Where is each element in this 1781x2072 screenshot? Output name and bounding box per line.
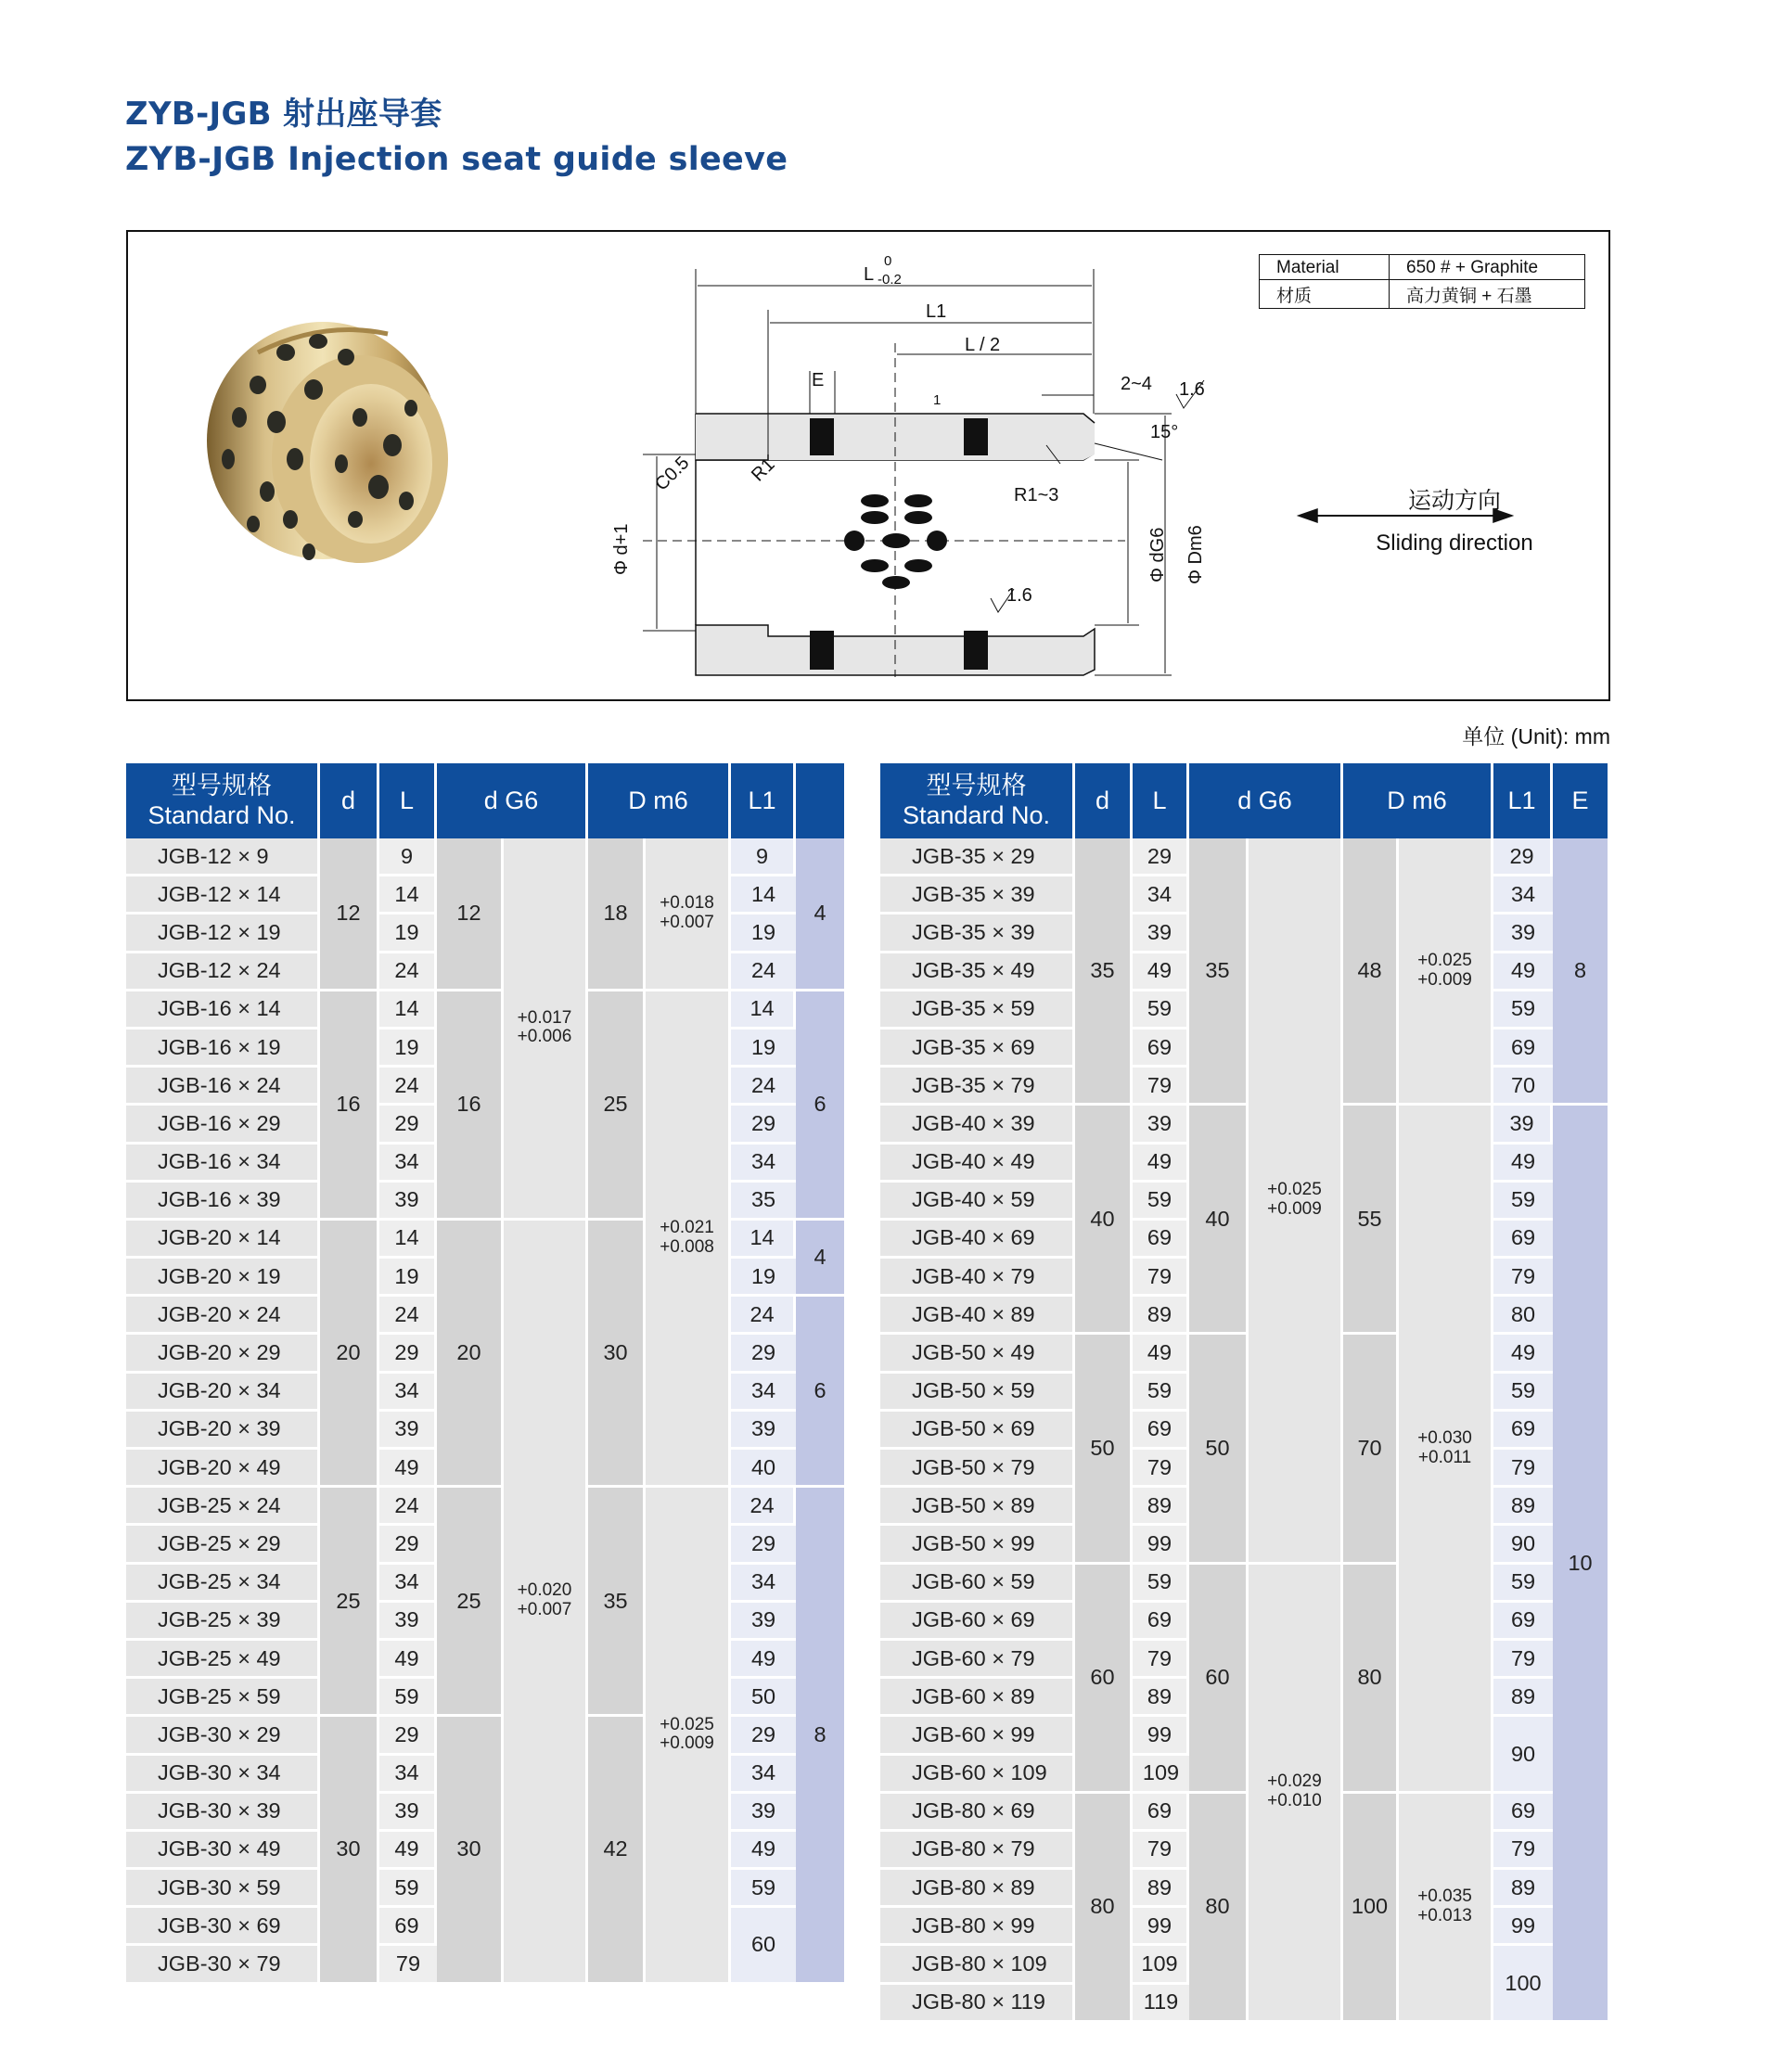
dG6-cell: 16 [437,991,504,1221]
standard-no-cell: JGB-60 × 69 [880,1603,1075,1641]
standard-no-cell: JGB-20 × 34 [126,1374,320,1412]
table-row [880,1106,1608,1144]
dim-L-half: L / 2 [965,335,1001,355]
standard-no-cell: JGB-16 × 14 [126,991,320,1030]
standard-no-cell: JGB-50 × 49 [880,1335,1075,1373]
dim-R1: R1 [747,454,779,486]
Dm6-cell: 42 [588,1717,646,1984]
standard-no-cell: JGB-16 × 19 [126,1030,320,1068]
L1-cell: 19 [731,914,796,953]
L1-cell: 29 [731,1526,796,1564]
standard-no-cell: JGB-35 × 49 [880,953,1075,991]
L-cell: 79 [1133,1832,1189,1870]
L-cell: 79 [1133,1068,1189,1106]
L-cell: 34 [379,1374,437,1412]
table-row [880,1335,1608,1373]
material-value-cn: 高力黄铜 + 石墨 [1390,280,1585,309]
unit-label: 单位 (Unit): mm [1462,724,1610,748]
L-cell: 39 [1133,914,1189,953]
Dm6-cell: 18 [588,838,646,991]
standard-no-cell: JGB-60 × 99 [880,1717,1075,1755]
L-cell: 89 [1133,1297,1189,1335]
standard-no-cell: JGB-16 × 24 [126,1068,320,1106]
L1-cell: 99 [1493,1908,1553,1946]
table-row [126,1221,844,1259]
Dm6-cell: 48 [1343,838,1399,1106]
dim-angle: 15° [1150,422,1179,442]
L1-cell: 100 [1493,1946,1553,2022]
L-cell: 59 [1133,1183,1189,1221]
dim-C05: C0.5 [650,453,694,495]
standard-no-cell: JGB-50 × 59 [880,1374,1075,1412]
standard-no-cell: JGB-35 × 79 [880,1068,1075,1106]
L-cell: 49 [379,1450,437,1488]
L-cell: 14 [379,991,437,1030]
L1-cell: 24 [731,1488,796,1526]
L-cell: 39 [1133,1106,1189,1144]
standard-no-cell: JGB-12 × 9 [126,838,320,876]
L1-cell: 49 [1493,1145,1553,1183]
standard-no-cell: JGB-50 × 69 [880,1412,1075,1450]
dim-phi-d1: Φ d+1 [611,523,632,575]
standard-no-cell: JGB-30 × 79 [126,1946,320,1984]
header-Dm6: D m6 [588,763,731,838]
d-cell: 20 [320,1221,379,1488]
L-cell: 89 [1133,1870,1189,1908]
header-dG6: d G6 [437,763,588,838]
L-cell: 34 [1133,876,1189,914]
L1-cell: 79 [1493,1641,1553,1679]
diagram-panel [126,230,1610,701]
dG6-cell: 40 [1189,1106,1249,1335]
standard-no-cell: JGB-20 × 19 [126,1259,320,1297]
sliding-direction-cn: 运动方向 [1407,488,1501,514]
L1-cell: 39 [1493,1106,1553,1144]
E-cell: 10 [1553,1106,1608,2023]
L-cell: 59 [1133,1374,1189,1412]
standard-no-cell: JGB-80 × 69 [880,1794,1075,1832]
standard-no-cell: JGB-25 × 59 [126,1679,320,1717]
standard-no-cell: JGB-16 × 29 [126,1106,320,1144]
Dm6-cell: 80 [1343,1565,1399,1794]
L-cell: 19 [379,914,437,953]
d-cell: 40 [1075,1106,1133,1335]
L-cell: 79 [1133,1450,1189,1488]
L-cell: 89 [1133,1488,1189,1526]
L-cell: 59 [1133,1565,1189,1603]
standard-no-cell: JGB-40 × 59 [880,1183,1075,1221]
L-cell: 14 [379,876,437,914]
L1-cell: 49 [1493,953,1553,991]
dG6-cell: 20 [437,1221,504,1488]
standard-no-cell: JGB-25 × 24 [126,1488,320,1526]
L1-cell: 29 [731,1106,796,1144]
standard-no-cell: JGB-80 × 99 [880,1908,1075,1946]
spec-table-left [126,763,844,1985]
page-title-en: ZYB-JGB Injection seat guide sleeve [125,141,788,178]
bushing-photo [207,322,448,563]
standard-no-cell: JGB-60 × 89 [880,1679,1075,1717]
L-cell: 99 [1133,1717,1189,1755]
L1-cell: 49 [731,1641,796,1679]
table-row [880,1794,1608,1832]
standard-no-cell: JGB-35 × 39 [880,914,1075,953]
tolerance-cell: +0.025 +0.009 [646,1488,731,1984]
standard-no-cell: JGB-30 × 34 [126,1756,320,1794]
L1-cell: 39 [731,1603,796,1641]
dim-L-upper: 0 [884,253,892,269]
L1-cell: 29 [731,1717,796,1755]
E-cell: 8 [1553,838,1608,1106]
E-cell: 4 [796,838,844,991]
tolerance-cell: +0.030 +0.011 [1399,1106,1493,1793]
tolerance-cell: +0.025 +0.009 [1399,838,1493,1106]
dim-phi-dG6: Φ dG6 [1147,527,1168,582]
L1-cell: 29 [731,1335,796,1373]
d-cell: 35 [1075,838,1133,1106]
L-cell: 69 [379,1908,437,1946]
standard-no-cell: JGB-60 × 59 [880,1565,1075,1603]
dG6-cell: 30 [437,1717,504,1984]
L1-cell: 89 [1493,1870,1553,1908]
table-row [880,1565,1608,1603]
L1-cell: 50 [731,1679,796,1717]
tolerance-cell: +0.018 +0.007 [646,838,731,991]
standard-no-cell: JGB-35 × 59 [880,991,1075,1030]
L1-cell: 24 [731,1068,796,1106]
Dm6-cell: 55 [1343,1106,1399,1335]
L-cell: 9 [379,838,437,876]
L1-cell: 80 [1493,1297,1553,1335]
L1-cell: 60 [731,1908,796,1984]
L-cell: 39 [379,1183,437,1221]
L-cell: 29 [379,1106,437,1144]
L1-cell: 59 [1493,991,1553,1030]
dim-phi-Dm6: Φ Dm6 [1185,525,1206,584]
L1-cell: 49 [1493,1335,1553,1373]
d-cell: 12 [320,838,379,991]
L1-cell: 90 [1493,1717,1553,1793]
tolerance-cell: +0.017 +0.006 [504,838,588,1221]
L-cell: 99 [1133,1526,1189,1564]
L-cell: 39 [379,1603,437,1641]
standard-no-cell: JGB-30 × 49 [126,1832,320,1870]
dG6-cell: 60 [1189,1565,1249,1794]
Dm6-cell: 100 [1343,1794,1399,2023]
L-cell: 19 [379,1259,437,1297]
L1-cell: 59 [1493,1565,1553,1603]
L-cell: 29 [379,1717,437,1755]
header-dG6: d G6 [1189,763,1343,838]
standard-no-cell: JGB-25 × 34 [126,1565,320,1603]
L1-cell: 39 [1493,914,1553,953]
L1-cell: 69 [1493,1603,1553,1641]
L-cell: 49 [1133,953,1189,991]
standard-no-cell: JGB-60 × 109 [880,1756,1075,1794]
standard-no-cell: JGB-80 × 89 [880,1870,1075,1908]
material-value-en: 650 # + Graphite [1390,255,1585,280]
header-d: d [1075,763,1133,838]
L-cell: 69 [1133,1412,1189,1450]
standard-no-cell: JGB-80 × 79 [880,1832,1075,1870]
L-cell: 29 [379,1335,437,1373]
L1-cell: 39 [731,1794,796,1832]
E-cell: 4 [796,1221,844,1297]
L1-cell: 70 [1493,1068,1553,1106]
L1-cell: 14 [731,1221,796,1259]
L1-cell: 34 [1493,876,1553,914]
L-cell: 79 [1133,1259,1189,1297]
L1-cell: 19 [731,1030,796,1068]
L-cell: 69 [1133,1030,1189,1068]
L-cell: 29 [379,1526,437,1564]
d-cell: 60 [1075,1565,1133,1794]
dim-E: E [812,370,825,390]
standard-no-cell: JGB-40 × 69 [880,1221,1075,1259]
L1-cell: 40 [731,1450,796,1488]
standard-no-cell: JGB-25 × 49 [126,1641,320,1679]
table-row [126,991,844,1030]
standard-no-cell: JGB-40 × 79 [880,1259,1075,1297]
tolerance-cell: +0.021 +0.008 [646,991,731,1488]
standard-no-cell: JGB-35 × 39 [880,876,1075,914]
standard-no-cell: JGB-16 × 34 [126,1145,320,1183]
L1-cell: 69 [1493,1794,1553,1832]
L-cell: 79 [1133,1641,1189,1679]
L-cell: 119 [1133,1985,1189,2023]
L-cell: 79 [379,1946,437,1984]
standard-no-cell: JGB-35 × 29 [880,838,1075,876]
dG6-cell: 50 [1189,1335,1249,1564]
tolerance-cell: +0.035 +0.013 [1399,1794,1493,2023]
standard-no-cell: JGB-25 × 29 [126,1526,320,1564]
L-cell: 49 [1133,1145,1189,1183]
material-label-en: Material [1260,255,1390,280]
L-cell: 29 [1133,838,1189,876]
dG6-cell: 25 [437,1488,504,1717]
L1-cell: 34 [731,1145,796,1183]
dG6-cell: 35 [1189,838,1249,1106]
header-L1: L1 [731,763,796,838]
L-cell: 99 [1133,1908,1189,1946]
d-cell: 16 [320,991,379,1221]
header-standard-no: 型号规格 Standard No. [126,763,320,838]
L-cell: 69 [1133,1794,1189,1832]
header-E [796,763,844,838]
standard-no-cell: JGB-25 × 39 [126,1603,320,1641]
L-cell: 59 [379,1679,437,1717]
L1-cell: 35 [731,1183,796,1221]
L-cell: 89 [1133,1679,1189,1717]
d-cell: 50 [1075,1335,1133,1564]
L1-cell: 34 [731,1374,796,1412]
L1-cell: 59 [1493,1183,1553,1221]
dG6-cell: 80 [1189,1794,1249,2023]
L-cell: 24 [379,953,437,991]
dim-L-lower: -0.2 [878,272,902,288]
L1-cell: 89 [1493,1488,1553,1526]
L1-cell: 19 [731,1259,796,1297]
L-cell: 24 [379,1297,437,1335]
L1-cell: 59 [1493,1374,1553,1412]
standard-no-cell: JGB-80 × 119 [880,1985,1075,2023]
standard-no-cell: JGB-20 × 24 [126,1297,320,1335]
dim-L1: L1 [926,301,947,322]
L1-cell: 9 [731,838,796,876]
standard-no-cell: JGB-20 × 29 [126,1335,320,1373]
L1-cell: 49 [731,1832,796,1870]
standard-no-cell: JGB-50 × 89 [880,1488,1075,1526]
L-cell: 19 [379,1030,437,1068]
standard-no-cell: JGB-50 × 99 [880,1526,1075,1564]
table-row [126,1488,844,1526]
L-cell: 34 [379,1145,437,1183]
tolerance-cell: +0.025 +0.009 [1249,838,1343,1565]
standard-no-cell: JGB-12 × 24 [126,953,320,991]
standard-no-cell: JGB-35 × 69 [880,1030,1075,1068]
L1-cell: 89 [1493,1679,1553,1717]
standard-no-cell: JGB-40 × 39 [880,1106,1075,1144]
header-L: L [1133,763,1189,838]
dim-one: 1 [933,392,942,408]
standard-no-cell: JGB-12 × 14 [126,876,320,914]
L1-cell: 79 [1493,1259,1553,1297]
page-title-cn: ZYB-JGB 射出座导套 [125,96,442,133]
L-cell: 109 [1133,1946,1189,1984]
standard-no-cell: JGB-30 × 29 [126,1717,320,1755]
roughness-bottom: 1.6 [1006,585,1032,606]
L-cell: 59 [379,1870,437,1908]
dim-R1-3: R1~3 [1014,485,1059,505]
L-cell: 14 [379,1221,437,1259]
header-standard-no: 型号规格 Standard No. [880,763,1075,838]
dG6-cell: 12 [437,838,504,991]
L-cell: 24 [379,1068,437,1106]
tolerance-cell: +0.029 +0.010 [1249,1565,1343,2023]
L-cell: 69 [1133,1221,1189,1259]
L1-cell: 90 [1493,1526,1553,1564]
standard-no-cell: JGB-40 × 89 [880,1297,1075,1335]
L1-cell: 24 [731,1297,796,1335]
d-cell: 80 [1075,1794,1133,2023]
table-row [126,838,844,876]
standard-no-cell: JGB-30 × 39 [126,1794,320,1832]
L1-cell: 79 [1493,1450,1553,1488]
Dm6-cell: 25 [588,991,646,1221]
L-cell: 39 [379,1412,437,1450]
L1-cell: 34 [731,1565,796,1603]
header-d: d [320,763,379,838]
standard-no-cell: JGB-40 × 49 [880,1145,1075,1183]
material-table [1259,254,1585,309]
standard-no-cell: JGB-12 × 19 [126,914,320,953]
standard-no-cell: JGB-30 × 69 [126,1908,320,1946]
standard-no-cell: JGB-50 × 79 [880,1450,1075,1488]
E-cell: 6 [796,991,844,1221]
L-cell: 34 [379,1756,437,1794]
spec-table-right [880,763,1608,2023]
table-row [126,1717,844,1755]
header-L1: L1 [1493,763,1553,838]
L-cell: 59 [1133,991,1189,1030]
header-L: L [379,763,437,838]
L1-cell: 69 [1493,1030,1553,1068]
L-cell: 49 [379,1832,437,1870]
L1-cell: 59 [731,1870,796,1908]
E-cell: 6 [796,1297,844,1488]
L-cell: 34 [379,1565,437,1603]
sliding-direction-en: Sliding direction [1376,531,1533,556]
standard-no-cell: JGB-30 × 59 [126,1870,320,1908]
L-cell: 24 [379,1488,437,1526]
standard-no-cell: JGB-20 × 39 [126,1412,320,1450]
Dm6-cell: 30 [588,1221,646,1488]
standard-no-cell: JGB-20 × 14 [126,1221,320,1259]
L1-cell: 29 [1493,838,1553,876]
roughness-top: 1.6 [1179,379,1205,400]
L-cell: 109 [1133,1756,1189,1794]
E-cell: 8 [796,1488,844,1984]
material-label-cn: 材质 [1260,280,1390,309]
L1-cell: 69 [1493,1412,1553,1450]
dim-L: L [864,264,875,285]
L-cell: 69 [1133,1603,1189,1641]
L1-cell: 79 [1493,1832,1553,1870]
table-row [880,838,1608,876]
L1-cell: 24 [731,953,796,991]
L1-cell: 69 [1493,1221,1553,1259]
dim-2-4: 2~4 [1121,374,1152,394]
tolerance-cell: +0.020 +0.007 [504,1221,588,1985]
L1-cell: 14 [731,991,796,1030]
standard-no-cell: JGB-16 × 39 [126,1183,320,1221]
d-cell: 30 [320,1717,379,1984]
standard-no-cell: JGB-60 × 79 [880,1641,1075,1679]
d-cell: 25 [320,1488,379,1717]
L-cell: 49 [379,1641,437,1679]
header-Dm6: D m6 [1343,763,1493,838]
L1-cell: 34 [731,1756,796,1794]
L-cell: 39 [379,1794,437,1832]
L1-cell: 39 [731,1412,796,1450]
Dm6-cell: 35 [588,1488,646,1717]
L-cell: 49 [1133,1335,1189,1373]
Dm6-cell: 70 [1343,1335,1399,1564]
standard-no-cell: JGB-80 × 109 [880,1946,1075,1984]
header-E: E [1553,763,1608,838]
standard-no-cell: JGB-20 × 49 [126,1450,320,1488]
L1-cell: 14 [731,876,796,914]
